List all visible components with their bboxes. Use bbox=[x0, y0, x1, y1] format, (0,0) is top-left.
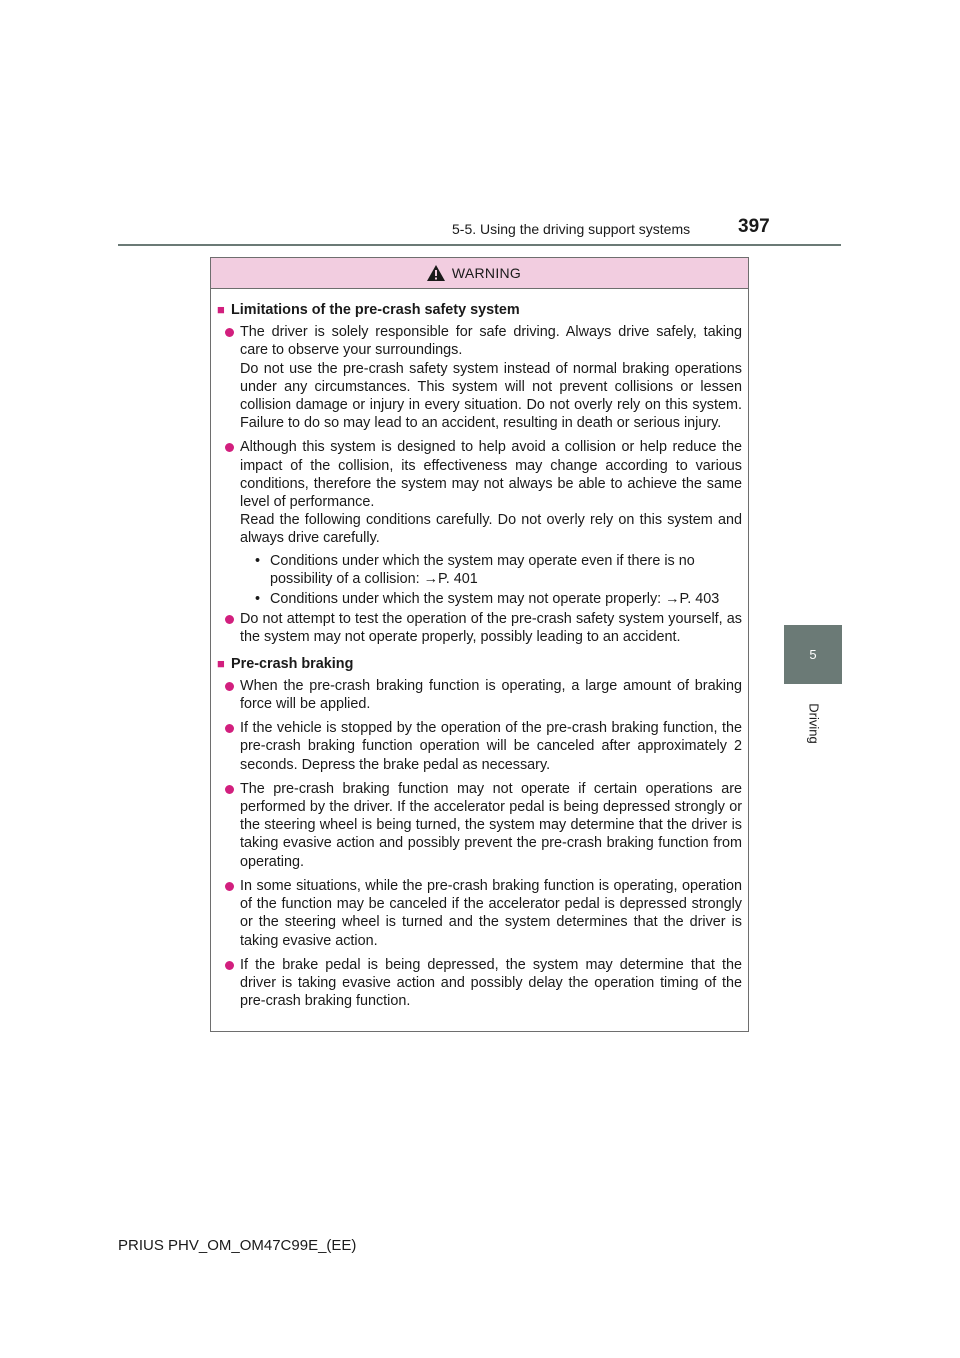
chapter-tab-number: 5 bbox=[809, 647, 817, 662]
paragraph: When the pre-crash braking function is operating, a large amount of braking force will be applied. bbox=[240, 677, 742, 713]
paragraph: Read the following conditions carefully. Do not overly rely on this system and always drive carefully. bbox=[240, 512, 742, 547]
chapter-tab-label: Driving bbox=[806, 703, 822, 744]
section-title bbox=[217, 301, 742, 319]
list-item bbox=[217, 677, 742, 713]
chapter-tab[interactable] bbox=[784, 625, 842, 684]
list-item-text bbox=[240, 956, 742, 1011]
warning-box bbox=[210, 257, 749, 1032]
sub-list-item-text: Conditions under which the system may operate even if there is no possibility of a collision: →P. 401 bbox=[270, 552, 695, 587]
list-item-text bbox=[240, 610, 742, 646]
list-item bbox=[217, 323, 742, 432]
square-bullet-icon: ■ bbox=[217, 655, 225, 671]
sub-list-item bbox=[217, 552, 742, 588]
list-item-text bbox=[240, 719, 742, 774]
header-divider bbox=[118, 244, 841, 246]
warning-body bbox=[211, 289, 748, 1010]
header-section-title: 5-5. Using the driving support systems bbox=[452, 221, 691, 237]
circle-bullet-icon bbox=[225, 785, 234, 794]
page-number: 397 bbox=[738, 216, 770, 237]
section-title-text: Limitations of the pre-crash safety system bbox=[231, 302, 520, 318]
paragraph: The pre-crash braking function may not operate if certain operations are performed by the driver. If the accelerator pedal is being depressed strongly or the steering wheel is being turned, the system may determine that the driver is taking evasive action and possibly prevent the pre-crash braking function from operating. bbox=[240, 780, 742, 870]
paragraph: Do not use the pre-crash safety system instead of normal braking operations under any circumstances. This system will not prevent collisions or lessen collision damage or injury in every situation. Do not overly rely on this system. Failure to do so may lead to an accident, resulting in death or serious injury. bbox=[240, 360, 742, 432]
circle-bullet-icon bbox=[225, 328, 234, 337]
circle-bullet-icon bbox=[225, 682, 234, 691]
circle-bullet-icon bbox=[225, 961, 234, 970]
sub-list-item-text: Conditions under which the system may not operate properly: →P. 403 bbox=[270, 591, 720, 608]
circle-bullet-icon bbox=[225, 724, 234, 733]
dot-bullet-icon: • bbox=[255, 552, 261, 569]
list-item-text bbox=[240, 677, 742, 713]
paragraph: If the brake pedal is being depressed, the system may determine that the driver is taking evasive action and possibly delay the operation timing of the pre-crash braking function. bbox=[240, 956, 742, 1010]
dot-bullet-icon: • bbox=[255, 591, 261, 608]
list-item bbox=[217, 438, 742, 547]
paragraph: Do not attempt to test the operation of the pre-crash safety system yourself, as the system may not operate properly, possibly leading to an accident. bbox=[240, 611, 742, 646]
paragraph: Although this system is designed to help avoid a collision or help reduce the impact of the collision, its effectiveness may change according to various conditions, therefore the system may not always be able to achieve the same level of performance. bbox=[240, 439, 742, 511]
list-item-text bbox=[240, 877, 742, 950]
list-item bbox=[217, 956, 742, 1011]
warning-triangle-icon bbox=[426, 264, 446, 282]
list-item-text bbox=[240, 323, 742, 432]
paragraph: In some situations, while the pre-crash braking function is operating, operation of the function may be canceled if the accelerator pedal is depressed strongly or the steering wheel is turned and the system determines that the driver is taking evasive action. bbox=[240, 877, 742, 949]
circle-bullet-icon bbox=[225, 443, 234, 452]
section-title bbox=[217, 655, 742, 673]
section-title-text: Pre-crash braking bbox=[231, 655, 354, 672]
list-item-text bbox=[240, 438, 742, 547]
warning-header bbox=[211, 258, 748, 289]
circle-bullet-icon bbox=[225, 615, 234, 624]
list-item bbox=[217, 877, 742, 950]
list-item bbox=[217, 610, 742, 646]
warning-title: WARNING bbox=[451, 265, 522, 281]
sub-list-item bbox=[217, 590, 742, 608]
paragraph: If the vehicle is stopped by the operation of the pre-crash braking function, the pre-crash braking function operation will be canceled after approximately 2 seconds. Depress the brake pedal as necessary. bbox=[240, 720, 742, 773]
square-bullet-icon: ■ bbox=[217, 302, 225, 317]
paragraph: The driver is solely responsible for safe driving. Always drive safely, taking care to observe your surroundings. bbox=[240, 324, 742, 359]
list-item bbox=[217, 780, 742, 871]
circle-bullet-icon bbox=[225, 882, 234, 891]
list-item bbox=[217, 719, 742, 774]
footer-doc-code: PRIUS PHV_OM_OM47C99E_(EE) bbox=[118, 1237, 357, 1254]
list-item-text bbox=[240, 780, 742, 871]
